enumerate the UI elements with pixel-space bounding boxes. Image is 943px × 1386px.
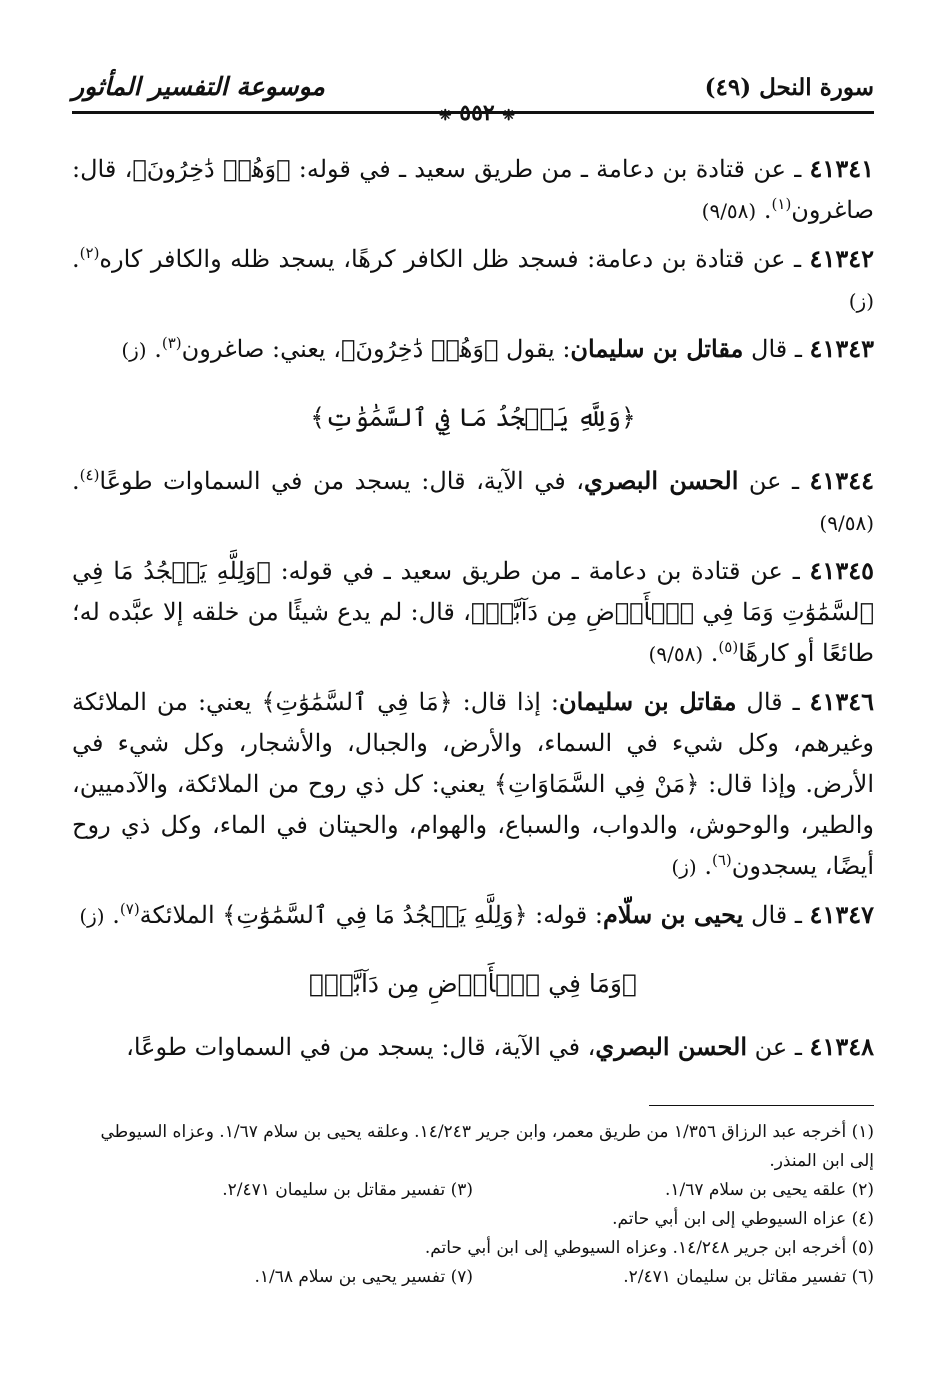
book-title: موسوعة التفسير المأثور — [72, 72, 325, 101]
volume-reference: (٩/٥٨) — [648, 642, 704, 666]
document-page — [72, 60, 874, 1360]
period: . — [710, 639, 719, 667]
dash: ـ — [794, 901, 802, 929]
ornament-icon: ❈ — [439, 106, 452, 124]
narration-paragraph — [72, 328, 874, 371]
narration-number: ٤١٣٤٧ — [809, 900, 874, 929]
footnote-marker: (٢) — [79, 244, 100, 262]
narration-text: : يقول ﴿وَهُمۡ دَٰخِرُونَ﴾، يعني: صاغرون — [181, 335, 571, 363]
narration-text: : قوله: ﴿وَلِلَّهِ يَسۡجُدُ مَا فِي ٱلسَّمَٰوَٰتِ﴾ الملائكة — [139, 901, 603, 929]
footnote: (٣) تفسير مقاتل بن سليمان ٢/٤٧١. — [222, 1180, 473, 1200]
running-header — [72, 60, 874, 126]
narration-number: ٤١٣٤٤ — [809, 466, 874, 495]
narrator-name: مقاتل بن سليمان — [570, 334, 744, 363]
narration-number: ٤١٣٤٥ — [809, 556, 874, 585]
dash: ـ — [792, 557, 800, 585]
narration-number: ٤١٣٤٦ — [809, 687, 874, 716]
narration-paragraph — [72, 1026, 874, 1068]
narration-text: : إذا قال: ﴿مَا فِي ٱلسَّمَٰوَٰتِ﴾ يعني: من الملائكة وغيرهم، وكل شيء في السماء، والأرض، والجبال، والأشجار، وكل شيء في الأرض. وإذا قال: ﴿مَنْ فِي السَّمَاوَاتِ﴾ يعني: كل ذي روح من الملائكة، والآدميين، والطير، والوحوش، والدواب، والسباع، والهوام، والحيتان في الماء، وكل ذي روح أيضًا، يسجدون — [72, 688, 874, 880]
footnote-marker: (٥) — [718, 638, 739, 656]
footnote: (٢) علقه يحيى بن سلام ١/٦٧. — [664, 1180, 874, 1200]
period: . — [72, 467, 80, 495]
volume-reference: (٩/٥٨) — [819, 511, 874, 535]
narration-paragraph — [72, 460, 874, 544]
narration-text: عن قتادة بن دعامة ـ من طريق سعيد ـ في قوله: ﴿وَهُمۡ دَٰخِرُونَ﴾، قال: صاغرون — [72, 155, 874, 224]
narration-verb: قال — [746, 688, 783, 716]
narration-text: عن قتادة بن دعامة: فسجد ظل الكافر كرهًا، يسجد ظله والكافر كاره — [99, 245, 786, 273]
volume-reference: (ز) — [79, 904, 105, 928]
dash: ـ — [794, 245, 802, 273]
narration-paragraph — [72, 894, 874, 937]
narration-text: ، في الآية، قال: يسجد من في السماوات طوعًا — [99, 467, 584, 495]
narration-verb: عن — [748, 467, 782, 495]
period: . — [112, 901, 120, 929]
narration-verb: عن — [754, 1033, 788, 1061]
footnote: (٧) تفسير يحيى بن سلام ١/٦٨. — [254, 1267, 473, 1287]
narration-number: ٤١٣٤٢ — [809, 244, 874, 273]
footnotes — [72, 1118, 874, 1292]
period: . — [763, 196, 772, 224]
narrator-name: الحسن البصري — [583, 466, 739, 495]
period: . — [154, 335, 162, 363]
narrator-name: مقاتل بن سليمان — [558, 687, 737, 716]
footnote-marker: (٤) — [79, 466, 100, 484]
dash: ـ — [794, 155, 802, 183]
footnote-row — [72, 1176, 874, 1205]
dash: ـ — [794, 1033, 802, 1061]
narration-verb: قال — [751, 335, 788, 363]
dash: ـ — [794, 335, 802, 363]
narration-text: عن قتادة بن دعامة ـ من طريق سعيد ـ في قوله: ﴿وَلِلَّهِ يَسۡجُدُ مَا فِي ٱلسَّمَٰوَٰتِ وَمَا فِي ٱلۡأَرۡضِ مِن دَآبَّةٖ﴾، قال: لم يدع شيئًا من خلقه إلا عبَّده له؛ طائعًا أو كارهًا — [72, 557, 874, 667]
dash: ـ — [792, 688, 800, 716]
volume-reference: (٩/٥٨) — [701, 199, 757, 223]
volume-reference: (ز) — [671, 855, 697, 879]
footnote: (٥) أخرجه ابن جرير ١٤/٢٤٨. وعزاه السيوطي إلى ابن أبي حاتم. — [424, 1238, 874, 1258]
page-number-row — [72, 100, 874, 124]
dash: ـ — [791, 467, 800, 495]
footnote: (٤) عزاه السيوطي إلى ابن أبي حاتم. — [612, 1209, 874, 1229]
page-number-rule-right — [514, 113, 874, 114]
footnote-marker: (٧) — [119, 900, 140, 918]
page-number — [432, 100, 522, 126]
footnote-marker: (٦) — [711, 851, 732, 869]
ornament-icon: ❈ — [502, 106, 515, 124]
verse-heading: ﴿وَلِلَّهِ يَسۡجُدُ مَا فِي ٱلسَّمَٰوَٰتِ﴾ — [310, 403, 636, 432]
footnote: (٦) تفسير مقاتل بن سليمان ٢/٤٧١. — [623, 1267, 874, 1287]
volume-reference: (ز) — [121, 338, 147, 362]
narration-number: ٤١٣٤١ — [809, 154, 874, 183]
narrator-name: الحسن البصري — [595, 1032, 747, 1061]
footnote: (١) أخرجه عبد الرزاق ١/٣٥٦ من طريق معمر، وابن جرير ١٤/٢٤٣. وعلقه يحيى بن سلام ١/٦٧. وعزاه السيوطي إلى ابن المنذر. — [100, 1122, 874, 1171]
narration-number: ٤١٣٤٨ — [809, 1032, 874, 1061]
narration-paragraph — [72, 681, 874, 888]
narration-text: ، في الآية، قال: يسجد من في السماوات طوعًا، — [126, 1033, 596, 1061]
verse-heading: ﴿وَمَا فِي ٱلۡأَرۡضِ مِن دَآبَّةٖ﴾ — [309, 969, 637, 998]
footnote-separator — [649, 1105, 874, 1106]
page-number-value: ٥٥٢ — [459, 100, 495, 126]
period: . — [704, 852, 712, 880]
page-number-rule-left — [72, 113, 422, 114]
narration-number: ٤١٣٤٣ — [809, 334, 874, 363]
narration-paragraph — [72, 550, 874, 675]
volume-reference: (ز) — [848, 289, 874, 313]
narrator-name: يحيى بن سلّام — [602, 900, 744, 929]
period: . — [72, 245, 80, 273]
footnote-row — [72, 1263, 874, 1292]
footnote-marker: (٣) — [161, 334, 182, 352]
narration-paragraph — [72, 238, 874, 322]
surah-title: سورة النحل (٤٩) — [704, 74, 874, 101]
narration-paragraph — [72, 148, 874, 232]
narration-verb: قال — [751, 901, 788, 929]
footnote-marker: (١) — [771, 195, 792, 213]
main-text — [72, 148, 874, 1074]
